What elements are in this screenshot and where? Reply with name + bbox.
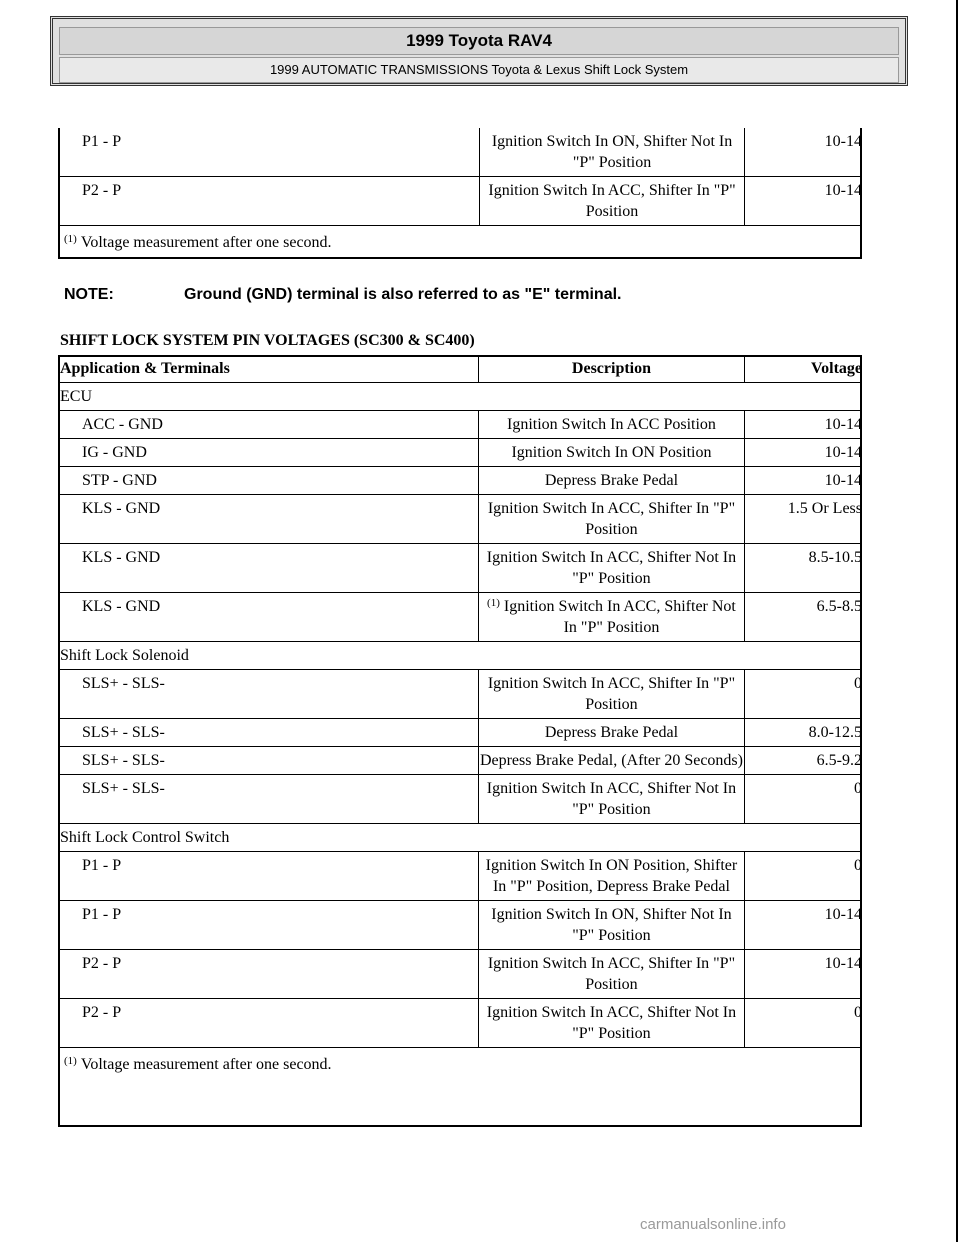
footnote-row	[58, 1048, 862, 1079]
voltage-cell: 0	[744, 775, 862, 824]
terminals-cell: P1 - P	[58, 852, 479, 901]
note-text: Ground (GND) terminal is also referred to as "E" terminal.	[184, 286, 622, 303]
note-label: NOTE:	[64, 286, 114, 303]
voltage-cell: 10-14	[744, 411, 862, 439]
voltage-cell: 10-14	[744, 467, 862, 495]
terminals-cell: SLS+ - SLS-	[58, 775, 479, 824]
description-cell: Depress Brake Pedal, (After 20 Seconds)	[479, 747, 744, 775]
description-text: Ignition Switch In ACC, Shifter Not In "P" Position	[503, 598, 736, 636]
terminals-cell: KLS - GND	[58, 593, 479, 642]
terminals-cell: KLS - GND	[58, 544, 479, 593]
terminals-cell: SLS+ - SLS-	[58, 719, 479, 747]
table-row	[58, 439, 862, 467]
description-cell: Ignition Switch In ACC, Shifter Not In "P" Position	[479, 775, 744, 824]
voltage-cell: 0	[744, 999, 862, 1048]
description-cell: Ignition Switch In ACC, Shifter In "P" Position	[479, 670, 744, 719]
table-row	[58, 950, 862, 999]
table-header-row	[58, 355, 862, 383]
page-subtitle: 1999 AUTOMATIC TRANSMISSIONS Toyota & Lexus Shift Lock System	[59, 57, 899, 83]
description-cell: Ignition Switch In ACC, Shifter Not In "P" Position	[479, 544, 744, 593]
footnote-mark: (1)	[64, 233, 77, 245]
description-cell: Ignition Switch In ON, Shifter Not In "P" Position	[479, 128, 745, 177]
description-cell: Ignition Switch In ACC Position	[479, 411, 744, 439]
voltage-cell: 6.5-8.5	[744, 593, 862, 642]
terminals-cell: SLS+ - SLS-	[58, 670, 479, 719]
voltage-cell: 0	[744, 852, 862, 901]
terminals-cell: STP - GND	[58, 467, 479, 495]
group-label: Shift Lock Control Switch	[58, 824, 862, 852]
terminals-cell: KLS - GND	[58, 495, 479, 544]
terminals-cell: P1 - P	[58, 901, 479, 950]
table-row	[58, 852, 862, 901]
voltage-cell: 8.0-12.5	[744, 719, 862, 747]
table-row	[58, 670, 862, 719]
table-row	[58, 544, 862, 593]
voltage-cell: 6.5-9.2	[744, 747, 862, 775]
group-row	[58, 383, 862, 411]
footnote-row	[58, 226, 862, 257]
note	[64, 286, 864, 304]
terminals-cell: P2 - P	[58, 950, 479, 999]
table-row	[58, 128, 862, 177]
description-cell: Ignition Switch In ACC, Shifter Not In "P" Position	[479, 999, 744, 1048]
description-cell: Ignition Switch In ON Position, Shifter In "P" Position, Depress Brake Pedal	[479, 852, 744, 901]
header-terminals: Application & Terminals	[58, 355, 479, 383]
voltage-cell: 10-14	[744, 901, 862, 950]
terminals-cell: P1 - P	[58, 128, 479, 177]
page-banner	[50, 16, 908, 86]
table-row	[58, 411, 862, 439]
voltage-cell: 10-14	[744, 950, 862, 999]
table-row	[58, 495, 862, 544]
description-cell: Depress Brake Pedal	[479, 467, 744, 495]
top-voltage-table	[58, 128, 862, 256]
description-cell	[479, 593, 744, 642]
header-description: Description	[479, 355, 744, 383]
terminals-cell: SLS+ - SLS-	[58, 747, 479, 775]
description-cell: Ignition Switch In ON, Shifter Not In "P" Position	[479, 901, 744, 950]
section-title: SHIFT LOCK SYSTEM PIN VOLTAGES (SC300 & SC400)	[60, 332, 475, 349]
description-cell: Ignition Switch In ACC, Shifter In "P" Position	[479, 950, 744, 999]
voltage-cell: 1.5 Or Less	[744, 495, 862, 544]
header-voltage: Voltage	[744, 355, 862, 383]
group-row	[58, 824, 862, 852]
voltage-cell: 0	[744, 670, 862, 719]
table-row	[58, 177, 862, 226]
footnote-cell	[58, 1048, 862, 1079]
voltage-cell: 8.5-10.5	[744, 544, 862, 593]
page-edge-rule	[956, 0, 958, 1242]
group-label: Shift Lock Solenoid	[58, 642, 862, 670]
main-voltage-table	[58, 355, 862, 1078]
voltage-cell: 10-14	[744, 439, 862, 467]
group-row	[58, 642, 862, 670]
footnote-mark: (1)	[487, 597, 500, 609]
footnote-text: Voltage measurement after one second.	[80, 234, 332, 251]
watermark: carmanualsonline.info	[640, 1216, 786, 1233]
table-row	[58, 747, 862, 775]
table-row	[58, 999, 862, 1048]
voltage-cell: 10-14	[745, 177, 862, 226]
terminals-cell: ACC - GND	[58, 411, 479, 439]
table-row	[58, 719, 862, 747]
group-label: ECU	[58, 383, 862, 411]
voltage-cell: 10-14	[745, 128, 862, 177]
table-row	[58, 901, 862, 950]
footnote-mark: (1)	[64, 1055, 77, 1067]
description-cell: Ignition Switch In ACC, Shifter In "P" Position	[479, 177, 745, 226]
terminals-cell: P2 - P	[58, 999, 479, 1048]
page-title: 1999 Toyota RAV4	[59, 27, 899, 55]
table-row	[58, 593, 862, 642]
footnote-text: Voltage measurement after one second.	[80, 1056, 332, 1073]
description-cell: Ignition Switch In ACC, Shifter In "P" Position	[479, 495, 744, 544]
table-row	[58, 775, 862, 824]
terminals-cell: IG - GND	[58, 439, 479, 467]
terminals-cell: P2 - P	[58, 177, 479, 226]
description-cell: Depress Brake Pedal	[479, 719, 744, 747]
description-cell: Ignition Switch In ON Position	[479, 439, 744, 467]
table-row	[58, 467, 862, 495]
footnote-cell	[58, 226, 862, 257]
